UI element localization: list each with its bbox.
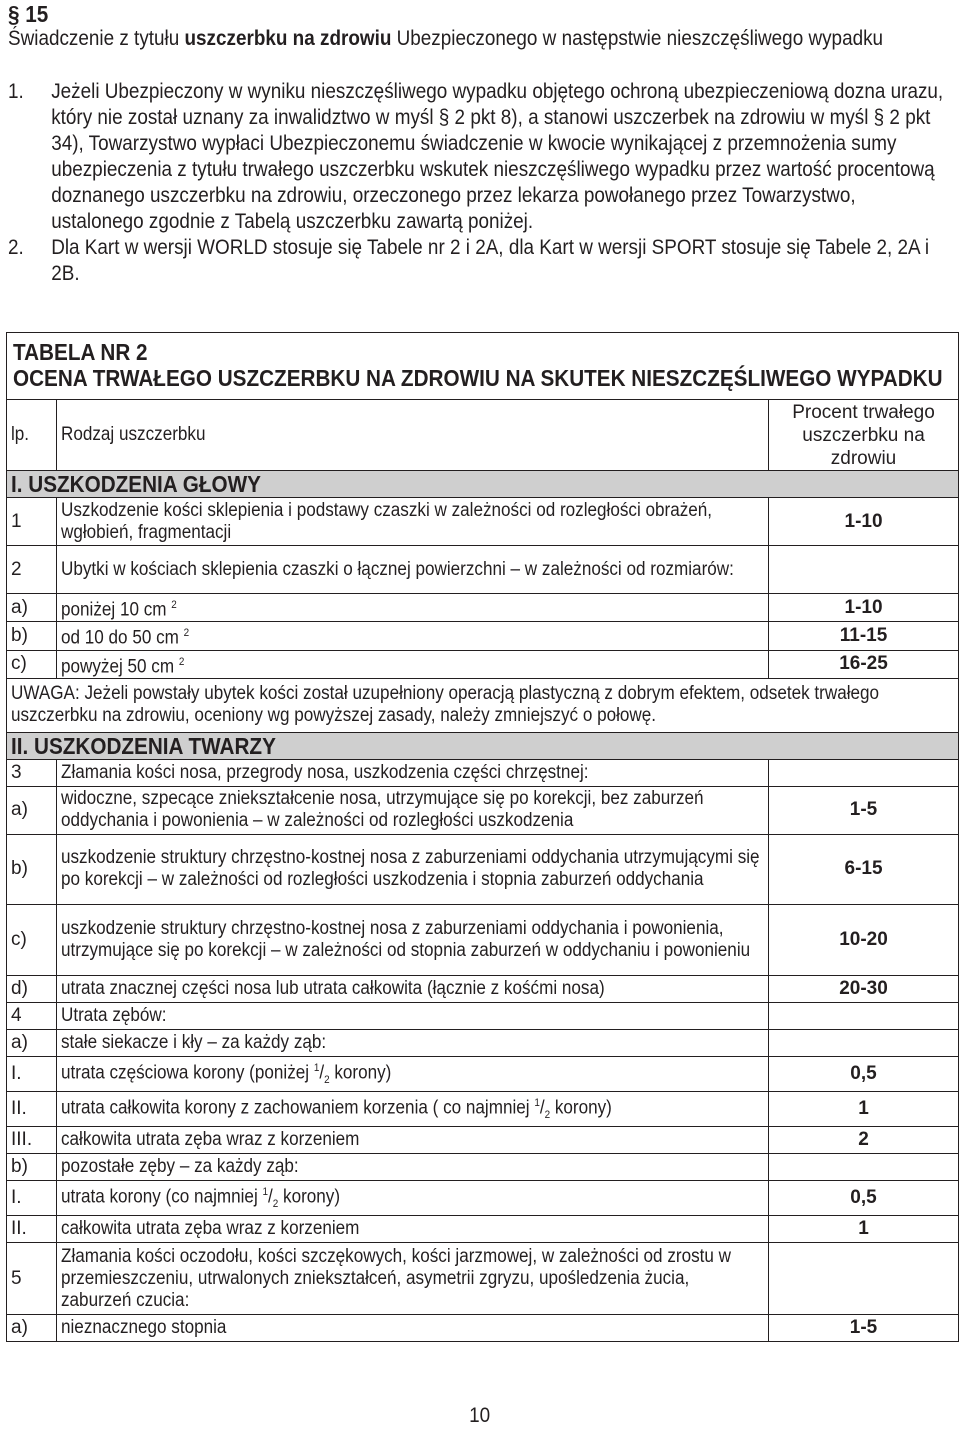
row-text-content: uszkodzenie struktury chrzęstno-kostnej nosa z zaburzeniami oddychania utrzymującymi się po korekcji – w zależności od rozległości uszkodzenia i stopnia zaburzeń oddychania xyxy=(61,847,760,891)
fraction-numerator: 1 xyxy=(534,1097,540,1110)
row-lp: I. xyxy=(7,1181,57,1216)
row-lp: a) xyxy=(7,1315,57,1342)
row-text: utrata całkowita korony z zachowaniem korzenia ( co najmniej $^1/_2$ korony) xyxy=(57,1092,769,1127)
row-text-content: stałe siekacze i kły – za każdy ząb: xyxy=(61,1031,327,1053)
table-title-line1: TABELA NR 2 xyxy=(13,339,148,365)
page-number-text: 10 xyxy=(469,1404,491,1427)
row-value: 1 xyxy=(769,1216,959,1243)
row-text xyxy=(57,904,769,975)
table-row xyxy=(7,975,959,1002)
header-percent-text: Procent trwałego uszczerbku na zdrowiu xyxy=(792,401,935,469)
row-value: 1 xyxy=(769,1092,959,1127)
table-row xyxy=(7,786,959,834)
row-text-content: utrata znacznej części nosa lub utrata całkowita (łącznie z kośćmi nosa) xyxy=(61,977,605,999)
row-text xyxy=(57,1002,769,1029)
row-value: 6-15 xyxy=(769,834,959,904)
table-row xyxy=(7,904,959,975)
row-value: 1-10 xyxy=(769,594,959,622)
row-lp: III. xyxy=(7,1127,57,1154)
paragraph-number: § 15 xyxy=(8,1,49,27)
row-text xyxy=(57,1029,769,1056)
fraction-denominator: 2 xyxy=(272,1198,279,1211)
row-value: 20-30 xyxy=(769,975,959,1002)
row-text xyxy=(57,1216,769,1243)
fraction-denominator: 2 xyxy=(544,1109,551,1122)
table-row xyxy=(7,759,959,786)
row-text: utrata korony (co najmniej $^1/_2$ korony) xyxy=(57,1181,769,1216)
section-row xyxy=(7,471,959,498)
row-lp: a) xyxy=(7,594,57,622)
row-text xyxy=(57,650,769,678)
table-row xyxy=(7,1092,959,1127)
row-text-content: Złamania kości nosa, przegrody nosa, uszkodzenia części chrzęstnej: xyxy=(61,761,589,783)
point-1 xyxy=(8,79,949,235)
row-value xyxy=(769,1243,959,1315)
header-lp-text: lp. xyxy=(11,424,30,445)
row-lp: 4 xyxy=(7,1002,57,1029)
row-text-content: pozostałe zęby – za każdy ząb: xyxy=(61,1156,299,1178)
row-value: 0,5 xyxy=(769,1181,959,1216)
point-text: Jeżeli Ubezpieczony w wyniku nieszczęśliwego wypadku objętego ochroną ubezpieczeniową dozna urazu, który nie został uznany za inwalidztwo w myśl § 2 pkt 8), a stanowi uszczerbek na zdrowiu w myśl § 2 pkt 34), Towarzystwo wypłaci Ubezpieczonemu świadczenie w kwocie wynikającej z przemnożenia sumy ubezpieczenia z tytułu trwałego uszczerbku wskutek nieszczęśliwego wypadku przez wartość procentową doznanego uszczerbku na zdrowiu, orzeczonego przez lekarza powołanego przez Towarzystwo, ustalonego zgodnie z Tabelą uszczerbku zawartą poniżej. xyxy=(51,80,944,233)
row-lp: a) xyxy=(7,786,57,834)
row-text-content: całkowita utrata zęba wraz z korzeniem xyxy=(61,1129,360,1151)
table-row xyxy=(7,1315,959,1342)
note-content: UWAGA: Jeżeli powstały ubytek kości został uzupełniony operacją plastyczną z dobrym efektem, odsetek trwałego uszczerbku na zdrowiu, oceniony wg powyższej zasady, należy zmniejszyć o połowę. xyxy=(11,683,880,727)
injury-table xyxy=(6,332,959,1342)
row-text-content: Ubytki w kościach sklepienia czaszki o łącznej powierzchni – w zależności od rozmiarów: xyxy=(61,558,734,580)
table-header-row xyxy=(7,400,959,471)
paragraph-title-bold: uszczerbku na zdrowiu xyxy=(184,27,392,50)
section-head xyxy=(7,471,959,498)
row-lp: I. xyxy=(7,1056,57,1091)
fraction-numerator: 1 xyxy=(262,1186,269,1199)
point-2 xyxy=(8,235,949,287)
row-text-content: od 10 do 50 cm xyxy=(61,627,179,649)
table-row xyxy=(7,1243,959,1315)
row-value: 0,5 xyxy=(769,1056,959,1091)
row-value: 1-5 xyxy=(769,786,959,834)
table-row xyxy=(7,1127,959,1154)
row-text xyxy=(57,546,769,594)
table-row xyxy=(7,1056,959,1091)
point-text: Dla Kart w wersji WORLD stosuje się Tabele nr 2 i 2A, dla Kart w wersji SPORT stosuje się Tabele 2, 2A i 2B. xyxy=(51,236,930,285)
row-text-content: całkowita utrata zęba wraz z korzeniem xyxy=(61,1218,360,1240)
row-value: 11-15 xyxy=(769,622,959,650)
table-row xyxy=(7,498,959,546)
section-head xyxy=(7,732,959,759)
point-number: 2. xyxy=(8,236,24,259)
paragraph-title-suffix: Ubezpieczonego w następstwie nieszczęśliwego wypadku xyxy=(391,27,884,50)
header-lp xyxy=(7,400,57,471)
row-value xyxy=(769,759,959,786)
paragraph-title xyxy=(8,26,953,51)
table-row xyxy=(7,594,959,622)
row-value: 2 xyxy=(769,1127,959,1154)
table-row xyxy=(7,622,959,650)
row-lp: II. xyxy=(7,1092,57,1127)
point-number: 1. xyxy=(8,80,24,103)
row-text-content-end: korony) xyxy=(550,1097,612,1119)
row-text xyxy=(57,1243,769,1315)
row-text-content-end: korony) xyxy=(329,1062,392,1084)
table-row xyxy=(7,1029,959,1056)
row-lp: b) xyxy=(7,834,57,904)
page-number xyxy=(0,1404,960,1428)
row-text xyxy=(57,834,769,904)
table-row xyxy=(7,650,959,678)
header-kind-text: Rodzaj uszczerbku xyxy=(61,424,206,445)
row-text-content: Uszkodzenie kości sklepienia i podstawy czaszki w zależności od rozległości obrażeń, wgłobień, fragmentacji xyxy=(61,499,713,543)
unit-exponent: 2 xyxy=(178,655,185,668)
row-text-content: uszkodzenie struktury chrzęstno-kostnej nosa z zaburzeniami oddychania i powonienia, utrzymujące się po korekcji – w zależności od stopnia zaburzeń w oddychaniu i powonieniu xyxy=(61,917,751,961)
row-text xyxy=(57,786,769,834)
row-value: 1-5 xyxy=(769,1315,959,1342)
row-text xyxy=(57,1127,769,1154)
row-value: 16-25 xyxy=(769,650,959,678)
note-row xyxy=(7,678,959,732)
row-text-content: Złamania kości oczodołu, kości szczękowych, kości jarzmowej, w zależności od zrostu w przemieszczeniu, utrwalonych zniekształceń, asymetrii zgryzu, upośledzenia żucia, zaburzeń czucia: xyxy=(61,1245,731,1311)
row-lp: c) xyxy=(7,650,57,678)
row-lp: 2 xyxy=(7,546,57,594)
row-text-content: utrata częściowa korony (poniżej xyxy=(61,1062,314,1084)
row-text xyxy=(57,594,769,622)
row-text-content: powyżej 50 cm xyxy=(61,655,175,677)
injury-table-wrapper xyxy=(6,332,958,1342)
header-kind xyxy=(57,400,769,471)
row-value xyxy=(769,1029,959,1056)
table-title-row xyxy=(7,333,959,400)
row-value xyxy=(769,1154,959,1181)
note-text xyxy=(7,678,959,732)
row-text-content-end: korony) xyxy=(278,1186,341,1208)
row-text xyxy=(57,759,769,786)
row-value xyxy=(769,1002,959,1029)
fraction-denominator: 2 xyxy=(324,1074,330,1087)
row-text-content: nieznacznego stopnia xyxy=(61,1317,227,1339)
row-lp: 1 xyxy=(7,498,57,546)
table-title-line2: OCENA TRWAŁEGO USZCZERBKU NA ZDROWIU NA SKUTEK NIESZCZĘŚLIWEGO WYPADKU xyxy=(13,365,943,391)
section-title: I. USZKODZENIA GŁOWY xyxy=(11,471,261,497)
row-text-content: poniżej 10 cm xyxy=(61,599,167,621)
table-row xyxy=(7,546,959,594)
table-row xyxy=(7,1181,959,1216)
row-text xyxy=(57,975,769,1002)
row-lp: b) xyxy=(7,1154,57,1181)
paragraph-title-prefix: Świadczenie z tytułu xyxy=(8,27,185,50)
row-lp: II. xyxy=(7,1216,57,1243)
row-text-content: widoczne, szpecące zniekształcenie nosa, utrzymujące się po korekcji, bez zaburzeń oddychania i powonienia – w zależności od rozległości uszkodzenia xyxy=(61,788,704,832)
row-text xyxy=(57,1154,769,1181)
section-title: II. USZKODZENIA TWARZY xyxy=(11,732,276,759)
row-text-content: utrata korony (co najmniej xyxy=(61,1186,263,1208)
row-text: utrata częściowa korony (poniżej $^1/_2$ korony) xyxy=(57,1056,769,1091)
row-value: 10-20 xyxy=(769,904,959,975)
row-value: 1-10 xyxy=(769,498,959,546)
section-row xyxy=(7,732,959,759)
row-lp: c) xyxy=(7,904,57,975)
unit-exponent: 2 xyxy=(183,627,190,640)
row-value xyxy=(769,546,959,594)
row-lp: a) xyxy=(7,1029,57,1056)
table-title xyxy=(7,333,959,400)
table-row xyxy=(7,1002,959,1029)
row-text xyxy=(57,1315,769,1342)
table-row xyxy=(7,1154,959,1181)
row-text-content: utrata całkowita korony z zachowaniem korzenia ( co najmniej xyxy=(61,1097,535,1119)
unit-exponent: 2 xyxy=(171,599,177,611)
row-text xyxy=(57,498,769,546)
row-lp: 3 xyxy=(7,759,57,786)
row-text-content: Utrata zębów: xyxy=(61,1004,167,1026)
row-lp: 5 xyxy=(7,1243,57,1315)
paragraph-points xyxy=(8,79,949,287)
row-lp: d) xyxy=(7,975,57,1002)
row-lp: b) xyxy=(7,622,57,650)
fraction-numerator: 1 xyxy=(313,1061,320,1074)
header-percent xyxy=(769,400,959,471)
row-text xyxy=(57,622,769,650)
table-row xyxy=(7,1216,959,1243)
table-row xyxy=(7,834,959,904)
